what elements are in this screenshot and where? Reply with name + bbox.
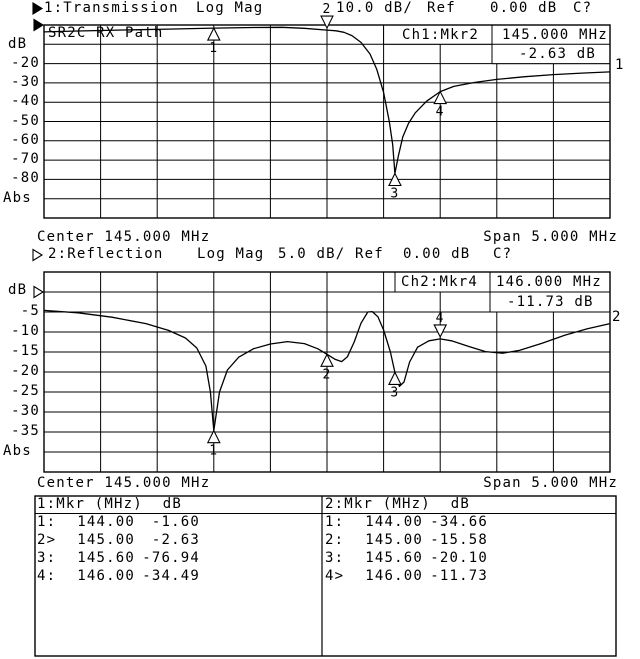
marker-row-frequency: 146.00 — [77, 568, 135, 584]
marker-row-value: -11.73 — [430, 568, 488, 584]
marker-row-frequency: 145.00 — [365, 532, 423, 548]
y-tick-label: -40 — [11, 93, 40, 110]
marker-row-value: -34.49 — [142, 568, 200, 584]
channel2-marker-readout-source: Ch2:Mkr4 — [401, 274, 479, 290]
channel1-scale: 10.0 dB/ — [336, 0, 414, 16]
y-tick-label: -25 — [11, 383, 40, 399]
graph2-span: Span 5.000 MHz — [483, 475, 618, 491]
trace1-id-label: 1 — [615, 57, 625, 73]
marker-row-frequency: 145.00 — [77, 532, 135, 548]
y-tick-label: -80 — [11, 170, 40, 187]
marker-row-label: 4: — [37, 568, 57, 584]
marker-row-value: -34.66 — [430, 514, 488, 530]
y-tick-label: -20 — [11, 363, 40, 379]
marker-row-label: 2: — [325, 532, 345, 548]
y-tick-label: -20 — [11, 54, 40, 71]
marker-row-frequency: 144.00 — [77, 514, 135, 530]
y-tick-label: -30 — [11, 73, 40, 90]
marker-table2-unit-header: dB — [450, 496, 470, 512]
trace1-name-label: SR2C RX Path — [48, 25, 164, 41]
trace2-id-label: 2 — [612, 309, 622, 325]
marker-number: 3 — [390, 186, 400, 202]
y-tick-label: -50 — [11, 112, 40, 129]
marker-row-value: -2.63 — [151, 532, 200, 548]
marker-number: 1 — [209, 443, 219, 459]
graph2-abs-label: Abs — [3, 443, 32, 459]
y-tick-label: -60 — [11, 131, 40, 148]
marker-symbol — [208, 28, 220, 40]
channel1-ref-label: Ref — [427, 0, 456, 16]
channel1-marker-readout-value: -2.63 dB — [519, 46, 597, 62]
marker-number: 1 — [209, 41, 219, 57]
y-tick-label: -5 — [20, 303, 40, 319]
y-tick-label: -70 — [11, 151, 40, 168]
marker-row-frequency: 145.60 — [365, 550, 423, 566]
marker-row-value: -15.58 — [430, 532, 488, 548]
marker-number: 2 — [322, 2, 332, 18]
channel2-cal-status: C? — [493, 246, 513, 262]
marker-symbol — [434, 92, 446, 104]
marker-symbol — [321, 354, 333, 366]
graph2-y-axis-unit: dB — [8, 282, 28, 298]
channel1-marker-readout-frequency: 145.000 MHz — [502, 27, 608, 43]
y-tick-label: -35 — [11, 423, 40, 439]
marker-table1-header: 1:Mkr (MHz) — [37, 496, 143, 512]
marker-row-label: 4> — [325, 568, 345, 584]
marker-row-frequency: 146.00 — [365, 568, 423, 584]
reference-pointer-open-icon — [34, 287, 43, 298]
channel1-marker-readout-source: Ch1:Mkr2 — [402, 27, 480, 43]
channel2-ref-label: Ref — [355, 246, 384, 262]
y-tick-label: -15 — [11, 343, 40, 359]
marker-row-frequency: 144.00 — [365, 514, 423, 530]
marker-row-label: 1: — [37, 514, 57, 530]
marker-number: 4 — [435, 104, 445, 120]
channel1-format: Log Mag — [196, 0, 264, 16]
marker-symbol — [389, 372, 401, 384]
reference-pointer-filled-icon — [34, 20, 43, 31]
active-marker-symbol — [321, 16, 333, 28]
channel2-format: Log Mag — [197, 246, 265, 262]
marker-row-frequency: 145.60 — [77, 550, 135, 566]
marker-row-value: -1.60 — [151, 514, 200, 530]
marker-number: 2 — [322, 367, 332, 383]
graph2-center-frequency: Center 145.000 MHz — [37, 475, 211, 491]
channel2-scale: 5.0 dB/ — [278, 246, 346, 262]
marker-row-label: 2> — [37, 532, 57, 548]
channel1-cal-status: C? — [573, 0, 593, 16]
marker-row-value: -76.94 — [142, 550, 200, 566]
marker-number: 4 — [435, 310, 445, 326]
channel1-title: 1:Transmission — [44, 0, 179, 16]
channel2-marker-readout-frequency: 146.000 MHz — [496, 274, 602, 290]
graph1-center-frequency: Center 145.000 MHz — [37, 229, 211, 245]
channel2-marker-readout-value: -11.73 dB — [507, 294, 594, 310]
marker-row-label: 3: — [37, 550, 57, 566]
y-tick-label: -10 — [11, 323, 40, 339]
y-tick-label: -30 — [11, 403, 40, 419]
marker-row-value: -20.10 — [430, 550, 488, 566]
marker-row-label: 1: — [325, 514, 345, 530]
graph1-y-axis-unit: dB — [8, 36, 28, 52]
channel2-title: 2:Reflection — [48, 246, 164, 262]
channel2-ref-value: 0.00 dB — [403, 246, 471, 262]
channel-inactive-pointer-icon — [33, 250, 42, 261]
marker-row-label: 3: — [325, 550, 345, 566]
graph1-span: Span 5.000 MHz — [483, 229, 618, 245]
marker-table1-unit-header: dB — [162, 496, 182, 512]
graph1-abs-label: Abs — [3, 190, 32, 206]
marker-number: 3 — [390, 385, 400, 401]
channel1-ref-value: 0.00 dB — [490, 0, 558, 16]
channel-active-pointer-icon — [33, 3, 42, 14]
active-marker-symbol — [434, 325, 446, 337]
marker-table2-header: 2:Mkr (MHz) — [325, 496, 431, 512]
